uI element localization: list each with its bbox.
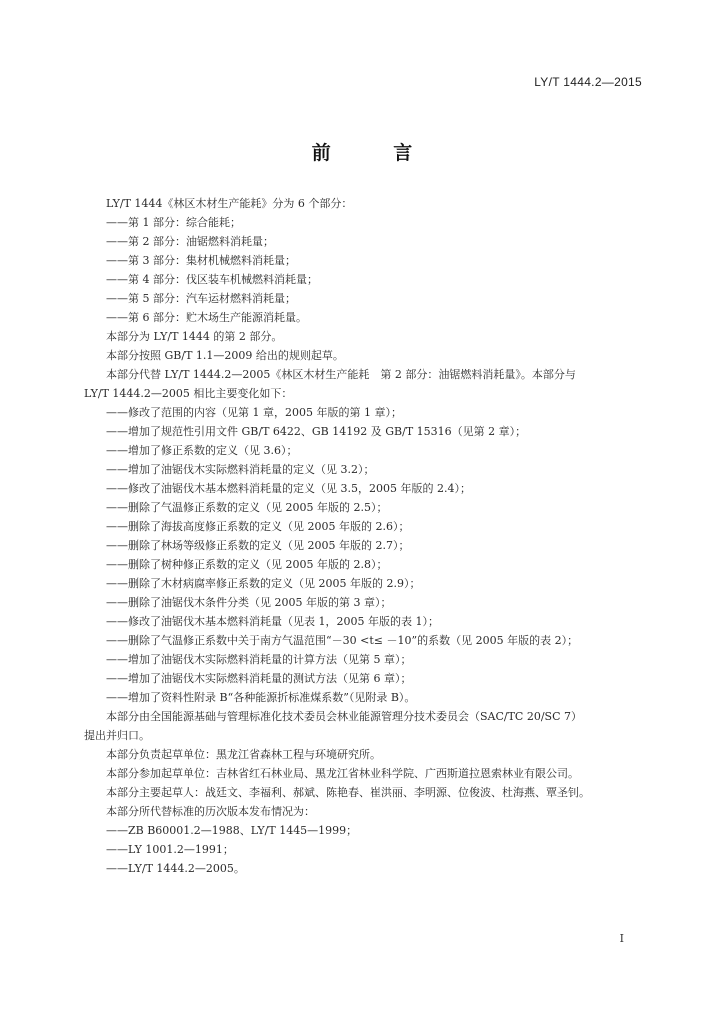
list-item: ——增加了修正系数的定义（见 3.6）； (106, 444, 298, 457)
list-item: ——删除了林场等级修正系数的定义（见 2005 年版的 2.7）； (106, 539, 410, 552)
list-item: ——增加了油锯伐木实际燃料消耗量的计算方法（见第 5 章）； (106, 653, 412, 666)
list-item: ——删除了海拔高度修正系数的定义（见 2005 年版的 2.6）； (106, 520, 410, 533)
list-item: ——删除了油锯伐木条件分类（见 2005 年版的第 3 章）； (106, 596, 392, 609)
list-item: ——ZB B60001.2—1988、LY/T 1445—1999； (106, 824, 358, 837)
list-item: ——增加了油锯伐木实际燃料消耗量的定义（见 3.2）； (106, 463, 375, 476)
paragraph: 本部分按照 GB/T 1.1—2009 给出的规则起草。 (106, 349, 344, 362)
paragraph: 本部分参加起草单位：吉林省红石林业局、黑龙江省林业科学院、广西斯道拉恩索林业有限公司。 (106, 767, 579, 780)
paragraph: 本部分负责起草单位：黑龙江省森林工程与环境研究所。 (106, 748, 381, 761)
list-item: ——第 1 部分：综合能耗； (106, 216, 241, 229)
list-item: ——第 4 部分：伐区装车机械燃料消耗量； (106, 273, 318, 286)
list-item: ——增加了规范性引用文件 GB/T 6422、GB 14192 及 GB/T 15316（见第 2 章）； (106, 425, 527, 438)
paragraph: LY/T 1444《林区木材生产能耗》分为 6 个部分： (106, 197, 353, 210)
page-title: 前 言 (311, 142, 441, 164)
list-item: ——删除了气温修正系数的定义（见 2005 年版的 2.5）； (106, 501, 388, 514)
page-number: I (619, 932, 624, 945)
list-item: ——修改了范围的内容（见第 1 章，2005 年版的第 1 章）； (106, 406, 402, 419)
list-item: ——第 2 部分：油锯燃料消耗量； (106, 235, 274, 248)
paragraph-continuation: 提出并归口。 (84, 729, 150, 742)
list-item: ——修改了油锯伐木基本燃料消耗量（见表 1，2005 年版的表 1）； (106, 615, 439, 628)
list-item: ——LY/T 1444.2—2005。 (106, 862, 245, 875)
paragraph: 本部分由全国能源基础与管理标准化技术委员会林业能源管理分技术委员会（SAC/TC 20/SC 7） (106, 710, 582, 723)
paragraph: 本部分为 LY/T 1444 的第 2 部分。 (106, 330, 283, 343)
list-item: ——删除了树种修正系数的定义（见 2005 年版的 2.8）； (106, 558, 388, 571)
paragraph: 本部分代替 LY/T 1444.2—2005《林区木材生产能耗 第 2 部分：油锯燃料消耗量》。本部分与 (106, 368, 576, 381)
list-item: ——删除了木材病腐率修正系数的定义（见 2005 年版的 2.9）； (106, 577, 421, 590)
list-item: ——删除了气温修正系数中关于南方气温范围“－30 <t≤ －10”的系数（见 2005 年版的表 2）； (106, 634, 579, 647)
paragraph: 本部分主要起草人：战廷文、李福利、郝斌、陈艳春、崔洪丽、李明源、位俊波、杜海燕、覃圣钊。 (106, 786, 590, 799)
list-item: ——第 5 部分：汽车运材燃料消耗量； (106, 292, 296, 305)
list-item: ——修改了油锯伐木基本燃料消耗量的定义（见 3.5，2005 年版的 2.4）； (106, 482, 471, 495)
paragraph: 本部分所代替标准的历次版本发布情况为： (106, 805, 315, 818)
list-item: ——增加了油锯伐木实际燃料消耗量的测试方法（见第 6 章）； (106, 672, 412, 685)
paragraph-continuation: LY/T 1444.2—2005 相比主要变化如下： (84, 387, 293, 400)
list-item: ——第 6 部分：贮木场生产能源消耗量。 (106, 311, 307, 324)
standard-code-header: LY/T 1444.2—2015 (534, 75, 642, 89)
list-item: ——第 3 部分：集材机械燃料消耗量； (106, 254, 296, 267)
list-item: ——增加了资料性附录 B“各种能源折标准煤系数”（见附录 B）。 (106, 691, 416, 704)
foreword-body (84, 194, 644, 878)
list-item: ——LY 1001.2—1991； (106, 843, 234, 856)
